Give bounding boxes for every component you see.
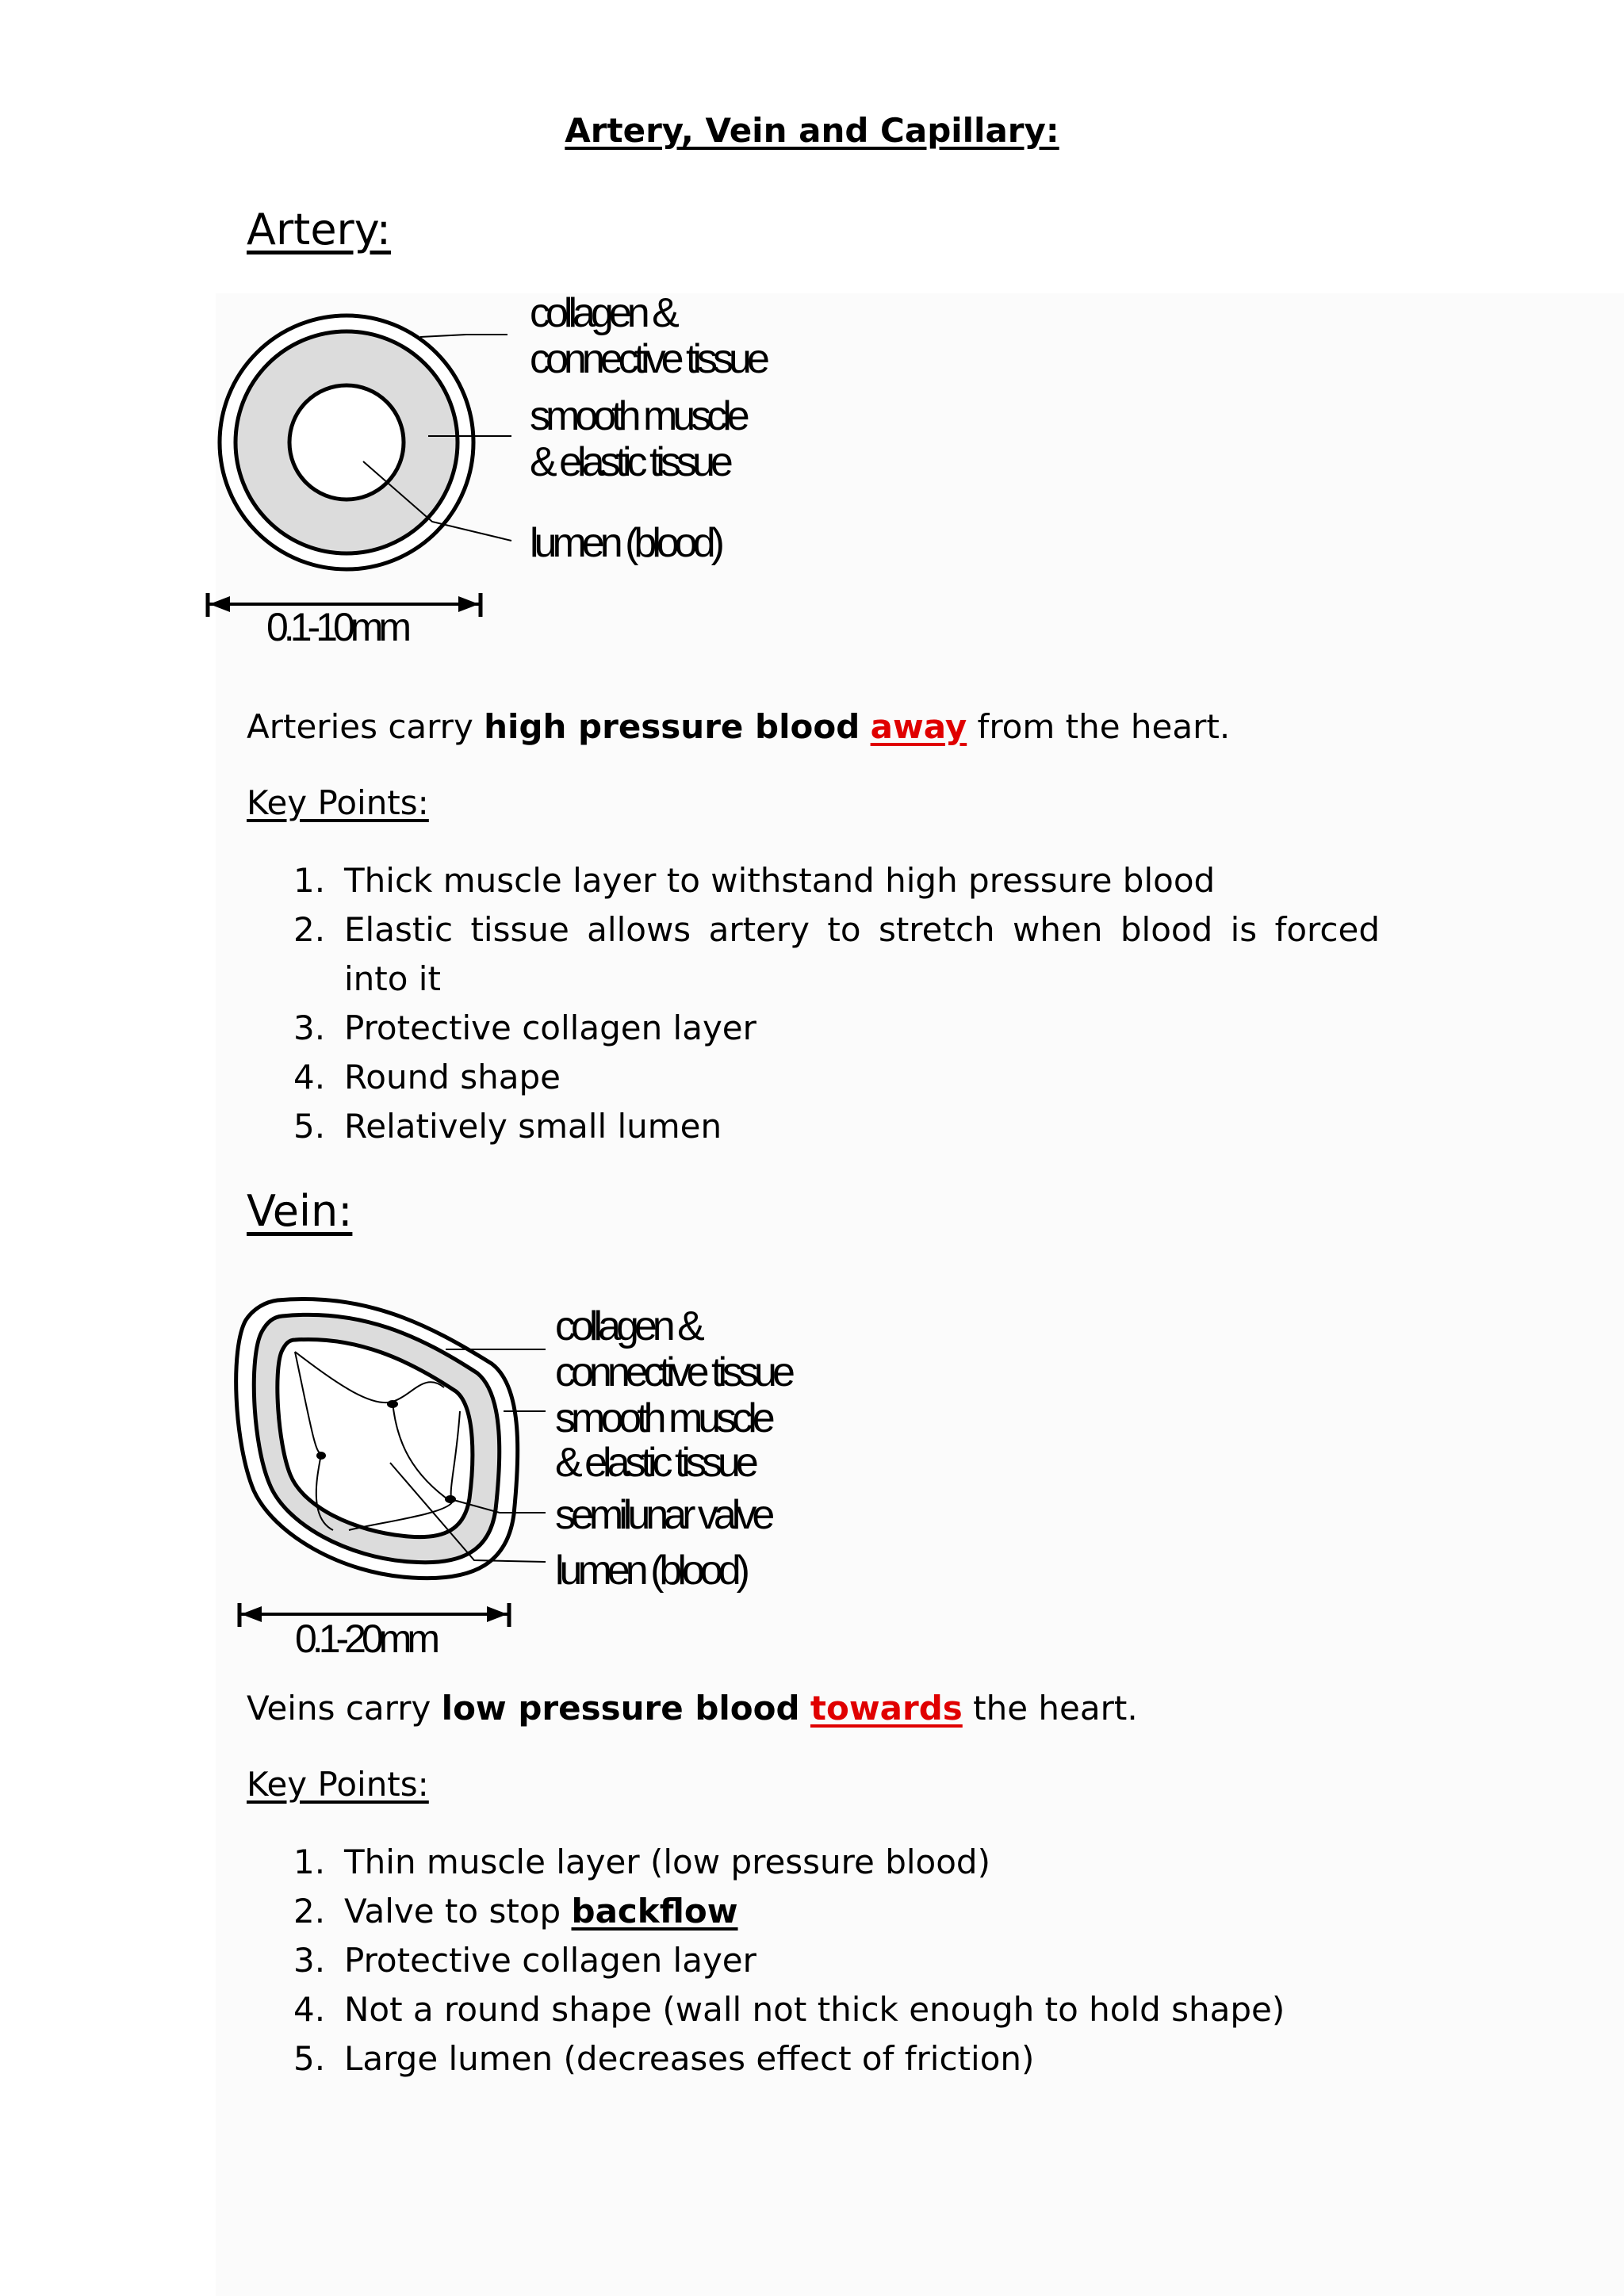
list-item: 3. Protective collagen layer (293, 1941, 756, 1980)
list-item: 4. Not a round shape (wall not thick enough to hold shape) (293, 1990, 1285, 2029)
list-item: 1. Thick muscle layer to withstand high pressure blood (293, 861, 1216, 900)
vein-label-lumen: lumen (blood) (555, 1548, 745, 1594)
vein-label-collagen-2: connective tissue (555, 1349, 791, 1395)
list-item: 2. Valve to stop backflow (293, 1892, 738, 1931)
vein-diagram (0, 1276, 1624, 1665)
list-item: 4. Round shape (293, 1058, 561, 1096)
vein-label-muscle-2: & elastic tissue (555, 1440, 754, 1486)
artery-diagram (0, 285, 1624, 650)
artery-label-collagen-2: connective tissue (530, 336, 765, 382)
vein-label-collagen-1: collagen & (555, 1303, 700, 1349)
list-item: 2. Elastic tissue allows artery to stretch when blood is forced (293, 910, 1380, 949)
list-item: 3. Protective collagen layer (293, 1008, 756, 1047)
list-item-continuation: into it (344, 959, 441, 998)
artery-key-points-heading: Key Points: (247, 783, 429, 822)
artery-label-collagen-1: collagen & (530, 290, 675, 336)
list-item: 5. Large lumen (decreases effect of friction) (293, 2039, 1035, 2078)
artery-label-muscle-1: smooth muscle (530, 393, 745, 439)
list-item: 5. Relatively small lumen (293, 1107, 722, 1146)
vein-heading: Vein: (247, 1186, 353, 1236)
vein-key-points-list (293, 1838, 1380, 2084)
vein-valve-cusp (316, 1452, 326, 1460)
artery-heading: Artery: (247, 205, 391, 254)
vein-key-points-heading: Key Points: (247, 1765, 429, 1804)
artery-label-lumen: lumen (blood) (530, 520, 720, 566)
artery-collagen-leader (420, 335, 508, 337)
vein-valve-cusp (387, 1400, 398, 1408)
artery-key-points-list (293, 856, 1380, 1151)
vein-label-muscle-1: smooth muscle (555, 1395, 771, 1441)
artery-sentence: Arteries carry high pressure blood away from the heart. (247, 707, 1231, 746)
list-item: 1. Thin muscle layer (low pressure blood) (293, 1843, 990, 1881)
vein-sentence: Veins carry low pressure blood towards the heart. (247, 1689, 1138, 1728)
vein-scale-label: 0.1-20mm (295, 1617, 436, 1661)
page-title: Artery, Vein and Capillary: (565, 111, 1059, 150)
artery-label-muscle-2: & elastic tissue (530, 439, 729, 485)
vein-label-valve: semilunar valve (555, 1492, 771, 1538)
artery-scale-label: 0.1-10mm (266, 605, 408, 649)
vein-valve-cusp (445, 1495, 456, 1503)
